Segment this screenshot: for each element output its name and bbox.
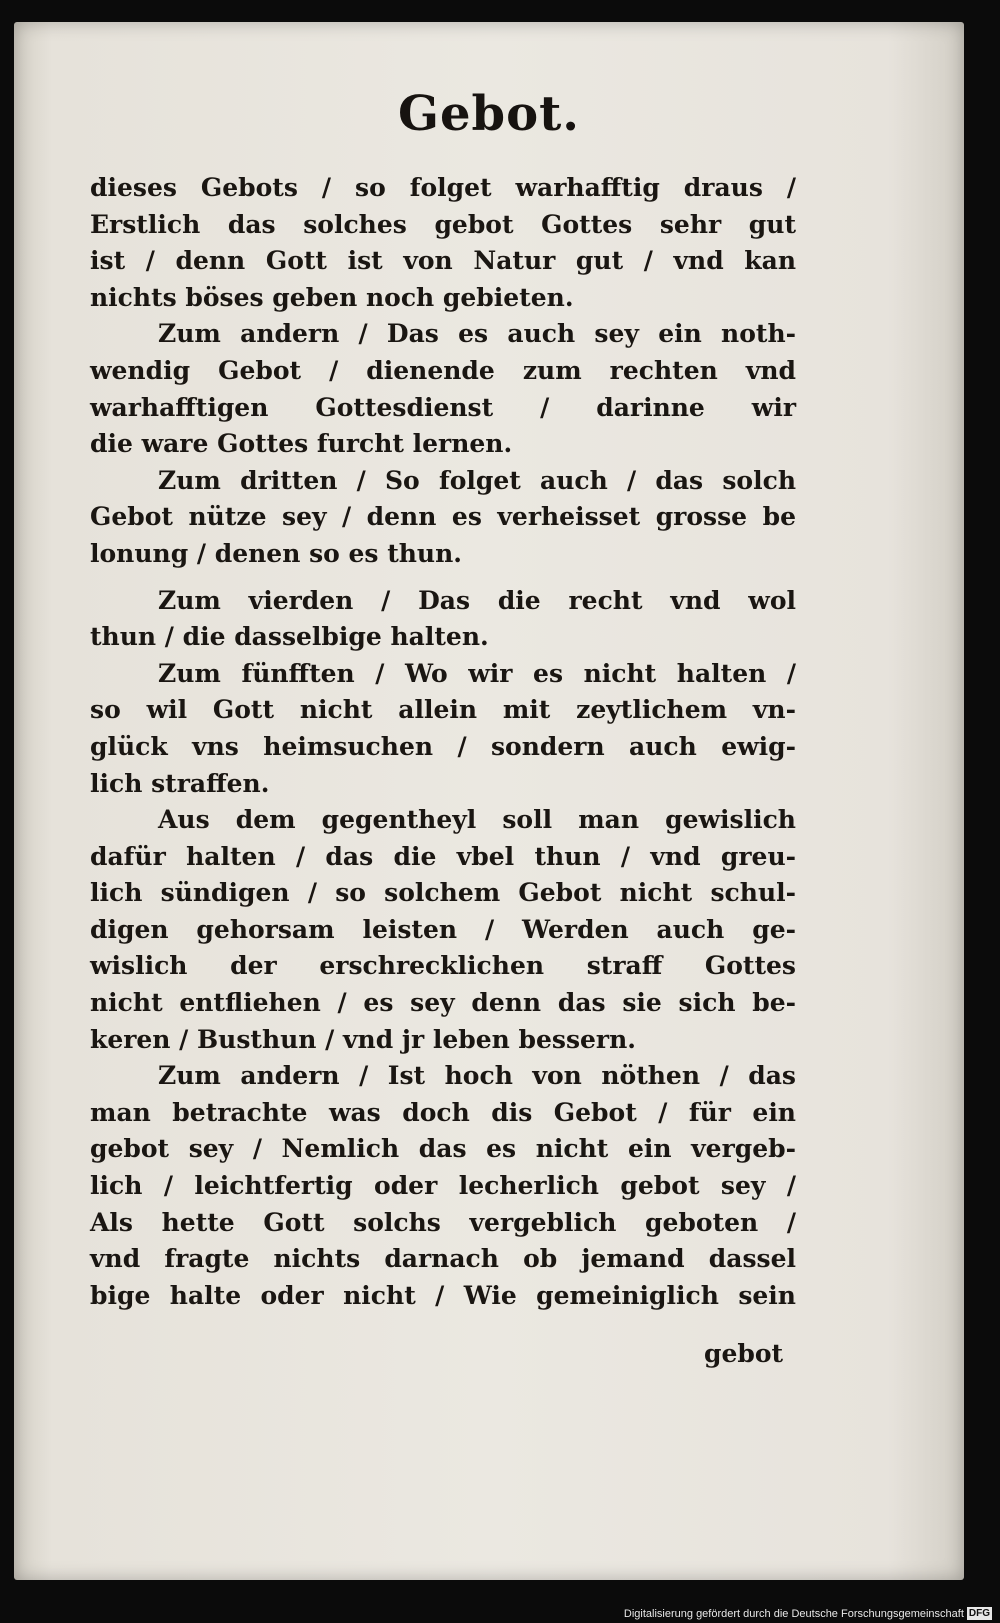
book-page — [14, 22, 964, 1580]
text-line: lich / leichtfertig oder lecherlich gebot sey / — [90, 1171, 796, 1201]
text-line: wislich der erschrecklichen straff Gottes — [90, 951, 796, 981]
text-line: dafür halten / das die vbel thun / vnd greu- — [90, 841, 796, 871]
text-line: dieses Gebots / so folget warhafftig draus / — [90, 173, 796, 202]
text-line: die ware Gottes furcht lernen. — [90, 429, 513, 459]
text-line: lonung / denen so es thun. — [90, 538, 462, 568]
text-line: man betrachte was doch dis Gebot / für ein — [90, 1097, 796, 1127]
text-line: thun / die dasselbige halten. — [90, 622, 489, 652]
text-line: keren / Busthun / vnd jr leben bessern. — [90, 1024, 636, 1054]
text-line: so wil Gott nicht allein mit zeytlichem vn- — [90, 695, 796, 725]
text-line: Zum vierden / Das die recht vnd wol — [158, 585, 796, 615]
text-line: Zum andern / Das es auch sey ein noth- — [158, 319, 796, 349]
text-line: glück vns heimsuchen / sondern auch ewig- — [90, 731, 796, 761]
catchword: gebot — [704, 1339, 784, 1368]
text-line: nichts böses geben noch gebieten. — [90, 282, 574, 312]
dfg-logo: DFG — [968, 1608, 990, 1619]
text-line: bige halte oder nicht / Wie gemeiniglich sein — [90, 1280, 796, 1310]
page-header: Gebot. — [398, 86, 580, 142]
text-line: Zum andern / Ist hoch von nöthen / das — [158, 1061, 796, 1091]
text-line: digen gehorsam leisten / Werden auch ge- — [90, 914, 796, 944]
text-line: Erstlich das solches gebot Gottes sehr gut — [90, 209, 796, 239]
text-line: Aus dem gegentheyl soll man gewislich — [158, 805, 796, 835]
footer-credit: Digitalisierung gefördert durch die Deutsche Forschungsgemeinschaft — [623, 1607, 964, 1620]
text-line: Als hette Gott solchs vergeblich geboten / — [90, 1207, 796, 1237]
text-line: lich straffen. — [90, 768, 270, 798]
digitization-footer — [624, 1607, 992, 1620]
text-line: vnd fragte nichts darnach ob jemand dassel — [90, 1244, 796, 1274]
text-line: warhafftigen Gottesdienst / darinne wir — [90, 392, 796, 422]
paragraph-gap — [90, 573, 796, 583]
page-body-text — [90, 170, 796, 1314]
text-line: Gebot nütze sey / denn es verheisset grosse be — [90, 502, 796, 532]
text-line: gebot sey / Nemlich das es nicht ein vergeb- — [90, 1134, 796, 1164]
text-line: lich sündigen / so solchem Gebot nicht schul- — [90, 878, 796, 908]
text-line: wendig Gebot / dienende zum rechten vnd — [90, 355, 796, 385]
text-line: Zum dritten / So folget auch / das solch — [158, 465, 796, 495]
text-line: ist / denn Gott ist von Natur gut / vnd kan — [90, 246, 796, 276]
text-line: Zum fünfften / Wo wir es nicht halten / — [158, 658, 796, 688]
text-line: nicht entfliehen / es sey denn das sie sich be- — [90, 988, 796, 1018]
